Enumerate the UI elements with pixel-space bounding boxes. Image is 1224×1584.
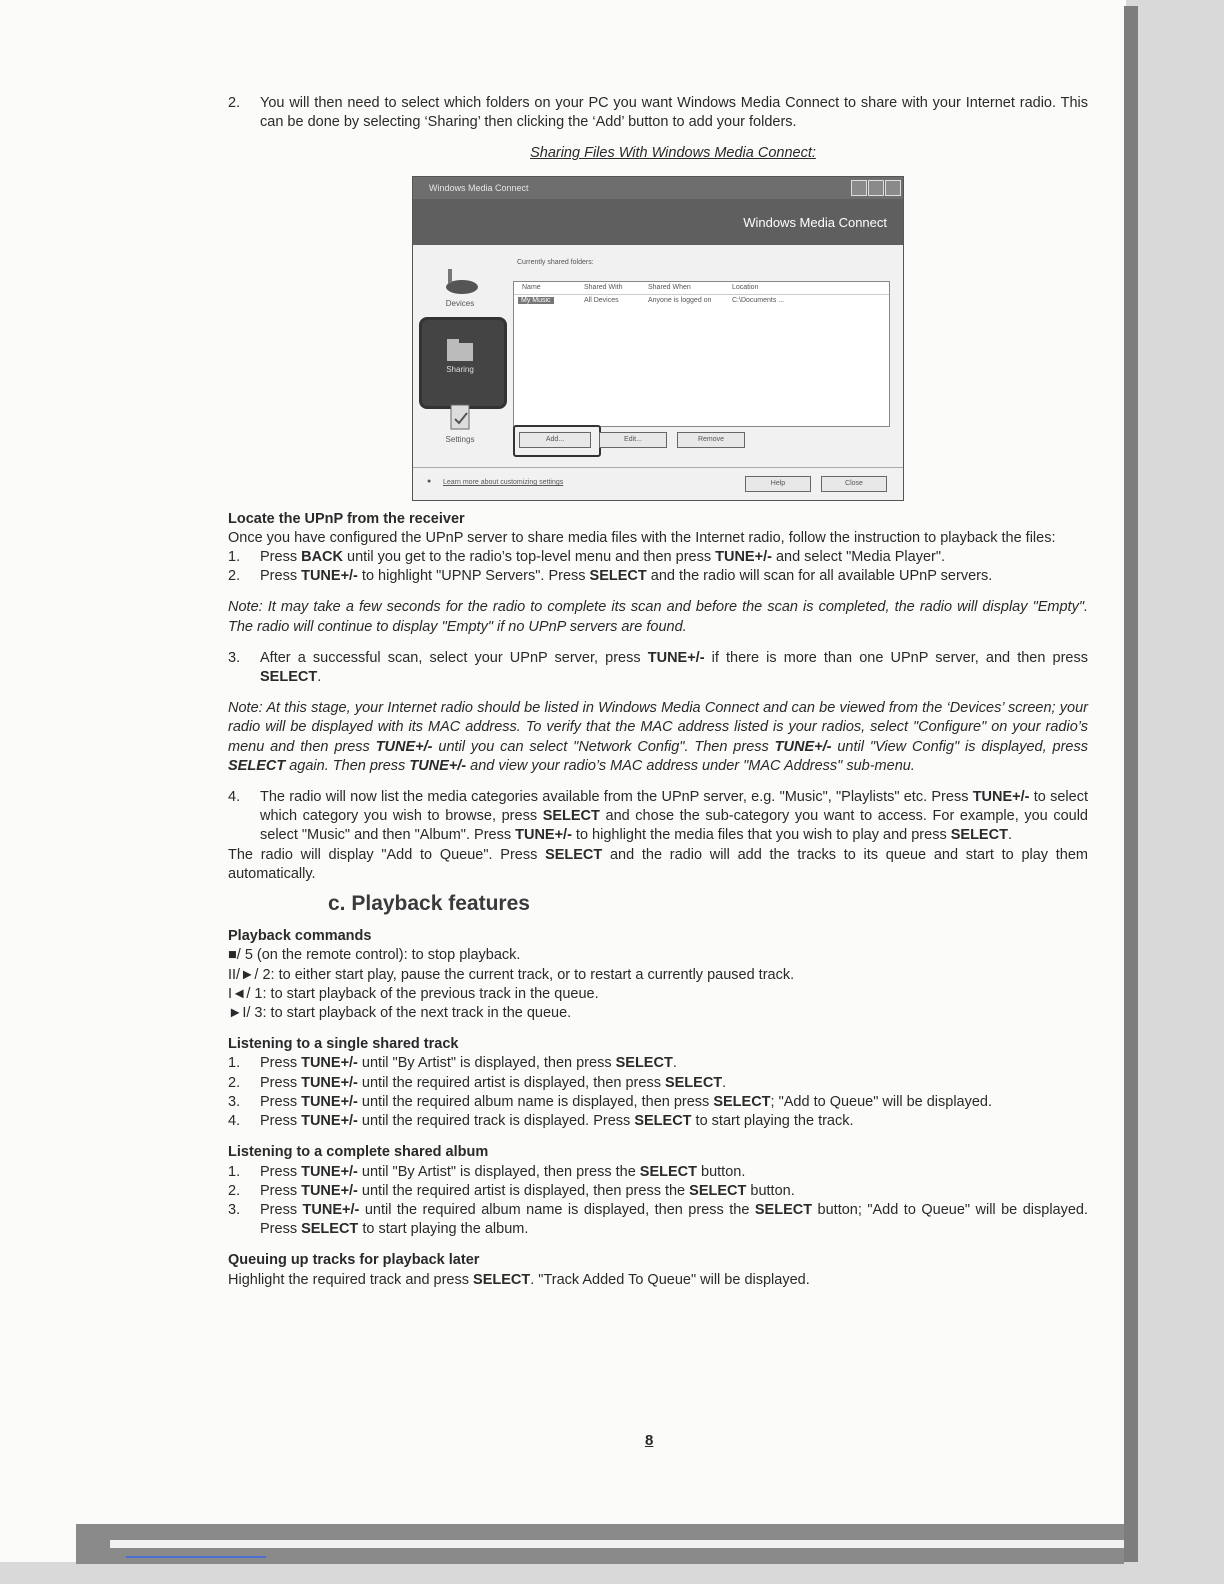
sidebar-item-sharing[interactable]: Sharing [417,337,503,374]
single-step: 3. Press TUNE+/- until the required album name is displayed, then press SELECT; "Add to Queue" will be displayed. [228,1093,993,1110]
album-heading: Listening to a complete shared album [228,1144,489,1161]
edit-button[interactable]: Edit... [599,432,667,448]
window-title: Windows Media Connect [429,183,529,193]
learn-more-link[interactable]: Learn more about customizing settings [443,479,564,486]
info-icon: ● [427,478,432,485]
devices-icon [440,267,480,297]
single-step: 2. Press TUNE+/- until the required artist is displayed, then press SELECT. [228,1074,727,1091]
command-item: II/►/ 2: to either start play, pause the current track, or to restart a currently paused track. [228,966,795,983]
remove-button[interactable]: Remove [677,432,745,448]
album-step: 2. Press TUNE+/- until the required artist is displayed, then press the SELECT button. [228,1182,795,1199]
step-number: 2. [228,95,241,111]
step-text: You will then need to select which folders on your PC you want Windows Media Connect to share with your Internet radio. This can be done by selecting ‘Sharing’ then clicking the ‘Add’ button to add your folders. [260,95,1088,131]
queue-heading: Queuing up tracks for playback later [228,1252,480,1269]
command-item: ►I/ 3: to start playback of the next track in the queue. [228,1005,572,1022]
column-header[interactable]: Shared With [584,284,623,291]
page-number: 8 [645,1432,654,1449]
album-step: 3. Press TUNE+/- until the required album name is displayed, then press the SELECT button; "Add to Queue" will be displayed. Press SELECT to start playing the album. [228,1201,1089,1238]
help-button[interactable]: Help [745,476,811,492]
header-title: Windows Media Connect [743,215,887,230]
command-item: I◄/ 1: to start playback of the previous track in the queue. [228,985,599,1002]
list-row[interactable]: My Music All Devices Anyone is logged on C:\Documents ... [514,295,889,307]
wmc-header [413,199,903,245]
locate-step-2: 2. Press TUNE+/- to highlight "UPNP Servers". Press SELECT and the radio will scan for all available UPnP servers. [228,568,993,585]
folder-icon [445,337,475,363]
scan-edge-right [1124,6,1138,1562]
commands-heading: Playback commands [228,928,372,945]
wmc-sidebar [417,247,503,461]
maximize-icon[interactable] [868,180,884,196]
command-item: ■/ 5 (on the remote control): to stop playback. [228,947,521,964]
close-icon[interactable] [885,180,901,196]
queue-text: Highlight the required track and press SELECT. "Track Added To Queue" will be displayed. [228,1271,810,1288]
minimize-icon[interactable] [851,180,867,196]
section-title: c. Playback features [328,892,530,916]
wmc-titlebar [413,177,903,199]
sidebar-item-devices[interactable]: Devices [417,267,503,308]
close-button[interactable]: Close [821,476,887,492]
settings-icon [447,403,473,433]
note-scan: Note: It may take a few seconds for the radio to complete its scan and before the scan is completed, the radio will display "Empty". The radio will continue to display "Empty" if no UPnP servers are found. [228,599,1088,635]
single-step: 4. Press TUNE+/- until the required track is displayed. Press SELECT to start playing the track. [228,1113,854,1130]
list-label: Currently shared folders: [517,259,594,266]
step-2 [228,94,1088,132]
locate-step-4: 4. The radio will now list the media categories available from the UPnP server, e.g. "Music", "Playlists" etc. Press TUNE+/- to select which category you wish to browse, press SELECT and chose the sub-category you want to access. For example, you could select "Music" and then "Album". Press TUNE+/- to highlight the media files that you wish to play and press SELECT. [228,789,1088,844]
locate-intro: Once you have configured the UPnP server to share media files with the Internet radio, follow the instruction to playback the files: [228,529,1056,546]
scan-edge-line [110,1540,1124,1548]
locate-step-3: 3. After a successful scan, select your UPnP server, press TUNE+/- if there is more than one UPnP server, and then press SELECT. [228,649,1088,686]
album-step: 1. Press TUNE+/- until "By Artist" is displayed, then press the SELECT button. [228,1163,746,1180]
list-header [514,282,889,295]
shared-folders-list[interactable] [513,281,890,427]
note-mac: Note: At this stage, your Internet radio should be listed in Windows Media Connect and can be viewed from the ‘Devices’ screen; your radio will be displayed with its MAC address. To verify that the MAC address listed is your radios, select "Configure" on your radio’s menu and then press TUNE+/- until you can select "Network Config". Then press TUNE+/- until "View Config" is displayed, press SELECT again. Then press TUNE+/- and view your radio’s MAC address under "MAC Address" sub-menu. [228,700,1088,774]
column-header[interactable]: Shared When [648,284,691,291]
wmc-window [412,176,904,501]
sidebar-item-settings[interactable]: Settings [417,403,503,444]
locate-step-1: 1. Press BACK until you get to the radio’s top-level menu and then press TUNE+/- and select "Media Player". [228,549,946,566]
column-header[interactable]: Location [732,284,759,291]
single-step: 1. Press TUNE+/- until "By Artist" is displayed, then press SELECT. [228,1055,677,1072]
locate-heading: Locate the UPnP from the receiver [228,510,465,527]
add-button[interactable]: Add... [519,432,591,448]
wmc-footer [413,467,903,501]
single-heading: Listening to a single shared track [228,1036,459,1053]
add-to-queue-text: The radio will display "Add to Queue". Press SELECT and the radio will add the tracks to its queue and start to play them automatically. [228,846,1089,882]
column-header[interactable]: Name [522,284,541,291]
figure-caption: Sharing Files With Windows Media Connect: [530,145,816,162]
scan-mark [126,1556,266,1558]
